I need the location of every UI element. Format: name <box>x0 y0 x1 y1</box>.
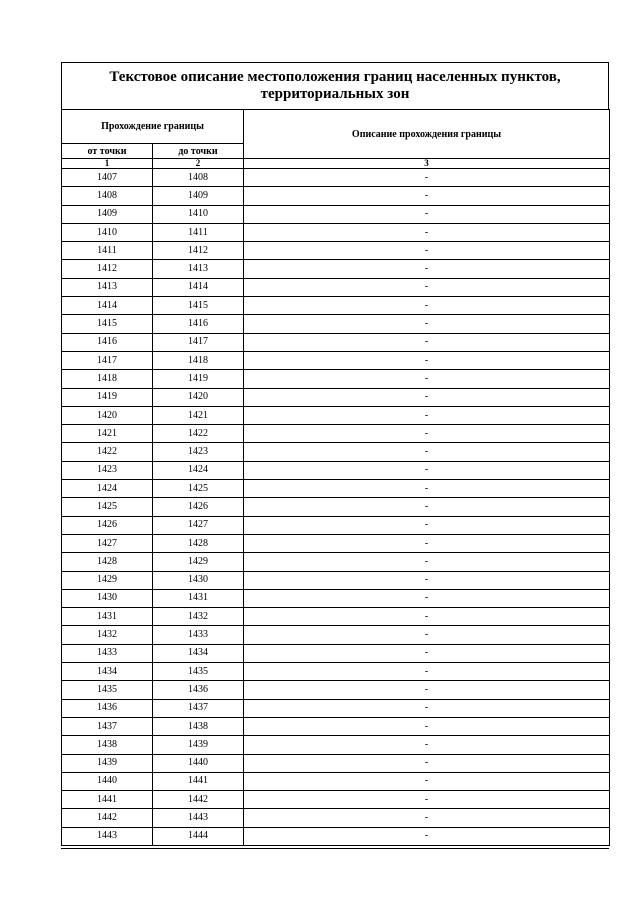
description-header: Описание прохождения границы <box>244 110 610 159</box>
table-row <box>62 571 610 589</box>
to-point-cell: 1433 <box>153 626 244 644</box>
to-point-cell: 1431 <box>153 589 244 607</box>
table-row <box>62 260 610 278</box>
table-body <box>62 169 610 846</box>
description-cell: - <box>244 791 610 809</box>
to-point-cell: 1411 <box>153 223 244 241</box>
description-cell: - <box>244 626 610 644</box>
description-cell: - <box>244 809 610 827</box>
description-cell: - <box>244 498 610 516</box>
description-cell: - <box>244 589 610 607</box>
table-row <box>62 333 610 351</box>
from-point-cell: 1439 <box>62 754 153 772</box>
table-row <box>62 791 610 809</box>
to-point-cell: 1415 <box>153 297 244 315</box>
table-header <box>62 110 610 169</box>
description-cell: - <box>244 516 610 534</box>
table-row <box>62 699 610 717</box>
to-point-cell: 1425 <box>153 480 244 498</box>
description-cell: - <box>244 571 610 589</box>
description-cell: - <box>244 205 610 223</box>
to-point-cell: 1412 <box>153 242 244 260</box>
table-row <box>62 242 610 260</box>
table-row <box>62 827 610 845</box>
to-point-cell: 1416 <box>153 315 244 333</box>
from-point-cell: 1417 <box>62 351 153 369</box>
description-cell: - <box>244 480 610 498</box>
from-point-cell: 1418 <box>62 370 153 388</box>
description-cell: - <box>244 608 610 626</box>
description-cell: - <box>244 772 610 790</box>
to-point-cell: 1413 <box>153 260 244 278</box>
description-cell: - <box>244 242 610 260</box>
description-cell: - <box>244 717 610 735</box>
table-row <box>62 809 610 827</box>
to-point-cell: 1409 <box>153 187 244 205</box>
to-point-cell: 1435 <box>153 663 244 681</box>
to-point-header: до точки <box>153 144 244 159</box>
from-point-cell: 1436 <box>62 699 153 717</box>
table-row <box>62 644 610 662</box>
from-point-cell: 1416 <box>62 333 153 351</box>
column-number-3: 3 <box>244 159 610 169</box>
from-point-cell: 1431 <box>62 608 153 626</box>
from-point-cell: 1429 <box>62 571 153 589</box>
from-point-cell: 1422 <box>62 443 153 461</box>
table-row <box>62 736 610 754</box>
description-cell: - <box>244 736 610 754</box>
description-cell: - <box>244 461 610 479</box>
from-point-cell: 1433 <box>62 644 153 662</box>
from-point-cell: 1426 <box>62 516 153 534</box>
from-point-cell: 1411 <box>62 242 153 260</box>
to-point-cell: 1441 <box>153 772 244 790</box>
table-row <box>62 553 610 571</box>
from-point-cell: 1423 <box>62 461 153 479</box>
to-point-cell: 1443 <box>153 809 244 827</box>
from-point-cell: 1414 <box>62 297 153 315</box>
to-point-cell: 1440 <box>153 754 244 772</box>
from-point-cell: 1434 <box>62 663 153 681</box>
description-cell: - <box>244 754 610 772</box>
to-point-cell: 1437 <box>153 699 244 717</box>
document-title <box>61 62 609 109</box>
table-row <box>62 443 610 461</box>
boundary-group-header: Прохождение границы <box>62 110 244 144</box>
from-point-cell: 1410 <box>62 223 153 241</box>
table-row <box>62 187 610 205</box>
to-point-cell: 1423 <box>153 443 244 461</box>
from-point-cell: 1413 <box>62 278 153 296</box>
from-point-cell: 1440 <box>62 772 153 790</box>
table-row <box>62 406 610 424</box>
table-row <box>62 534 610 552</box>
table-row <box>62 608 610 626</box>
from-point-cell: 1437 <box>62 717 153 735</box>
table-row <box>62 516 610 534</box>
from-point-cell: 1427 <box>62 534 153 552</box>
description-cell: - <box>244 187 610 205</box>
description-cell: - <box>244 169 610 187</box>
from-point-cell: 1408 <box>62 187 153 205</box>
table-row <box>62 425 610 443</box>
description-cell: - <box>244 388 610 406</box>
table-row <box>62 717 610 735</box>
description-cell: - <box>244 553 610 571</box>
table-row <box>62 663 610 681</box>
description-cell: - <box>244 260 610 278</box>
to-point-cell: 1436 <box>153 681 244 699</box>
column-number-2: 2 <box>153 159 244 169</box>
to-point-cell: 1417 <box>153 333 244 351</box>
description-cell: - <box>244 297 610 315</box>
bottom-rule <box>61 848 609 849</box>
from-point-cell: 1441 <box>62 791 153 809</box>
from-point-cell: 1425 <box>62 498 153 516</box>
to-point-cell: 1429 <box>153 553 244 571</box>
boundary-table <box>61 109 610 846</box>
description-cell: - <box>244 681 610 699</box>
description-cell: - <box>244 223 610 241</box>
from-point-cell: 1432 <box>62 626 153 644</box>
description-cell: - <box>244 827 610 845</box>
from-point-cell: 1407 <box>62 169 153 187</box>
document-page <box>61 62 609 849</box>
table-row <box>62 315 610 333</box>
from-point-cell: 1428 <box>62 553 153 571</box>
from-point-cell: 1415 <box>62 315 153 333</box>
from-point-cell: 1443 <box>62 827 153 845</box>
to-point-cell: 1430 <box>153 571 244 589</box>
from-point-cell: 1420 <box>62 406 153 424</box>
description-cell: - <box>244 315 610 333</box>
table-row <box>62 772 610 790</box>
to-point-cell: 1444 <box>153 827 244 845</box>
description-cell: - <box>244 406 610 424</box>
table-row <box>62 754 610 772</box>
to-point-cell: 1428 <box>153 534 244 552</box>
to-point-cell: 1421 <box>153 406 244 424</box>
table-row <box>62 205 610 223</box>
to-point-cell: 1432 <box>153 608 244 626</box>
table-row <box>62 223 610 241</box>
to-point-cell: 1442 <box>153 791 244 809</box>
from-point-cell: 1421 <box>62 425 153 443</box>
from-point-cell: 1430 <box>62 589 153 607</box>
description-cell: - <box>244 663 610 681</box>
from-point-cell: 1424 <box>62 480 153 498</box>
to-point-cell: 1422 <box>153 425 244 443</box>
table-row <box>62 681 610 699</box>
to-point-cell: 1439 <box>153 736 244 754</box>
table-row <box>62 278 610 296</box>
description-cell: - <box>244 333 610 351</box>
description-cell: - <box>244 278 610 296</box>
to-point-cell: 1408 <box>153 169 244 187</box>
description-cell: - <box>244 699 610 717</box>
table-row <box>62 498 610 516</box>
description-cell: - <box>244 443 610 461</box>
from-point-cell: 1435 <box>62 681 153 699</box>
table-row <box>62 370 610 388</box>
to-point-cell: 1434 <box>153 644 244 662</box>
table-row <box>62 461 610 479</box>
from-point-cell: 1409 <box>62 205 153 223</box>
table-row <box>62 589 610 607</box>
table-row <box>62 388 610 406</box>
to-point-cell: 1414 <box>153 278 244 296</box>
from-point-cell: 1438 <box>62 736 153 754</box>
to-point-cell: 1426 <box>153 498 244 516</box>
table-row <box>62 480 610 498</box>
title-line-2: территориальных зон <box>260 86 410 102</box>
to-point-cell: 1427 <box>153 516 244 534</box>
from-point-header: от точки <box>62 144 153 159</box>
description-cell: - <box>244 644 610 662</box>
description-cell: - <box>244 425 610 443</box>
table-row <box>62 351 610 369</box>
table-row <box>62 169 610 187</box>
from-point-cell: 1412 <box>62 260 153 278</box>
to-point-cell: 1424 <box>153 461 244 479</box>
to-point-cell: 1419 <box>153 370 244 388</box>
from-point-cell: 1442 <box>62 809 153 827</box>
title-line-1: Текстовое описание местоположения границ населенных пунктов, <box>109 69 561 85</box>
table-row <box>62 626 610 644</box>
to-point-cell: 1418 <box>153 351 244 369</box>
to-point-cell: 1438 <box>153 717 244 735</box>
to-point-cell: 1420 <box>153 388 244 406</box>
to-point-cell: 1410 <box>153 205 244 223</box>
description-cell: - <box>244 534 610 552</box>
from-point-cell: 1419 <box>62 388 153 406</box>
description-cell: - <box>244 370 610 388</box>
column-number-1: 1 <box>62 159 153 169</box>
description-cell: - <box>244 351 610 369</box>
table-row <box>62 297 610 315</box>
